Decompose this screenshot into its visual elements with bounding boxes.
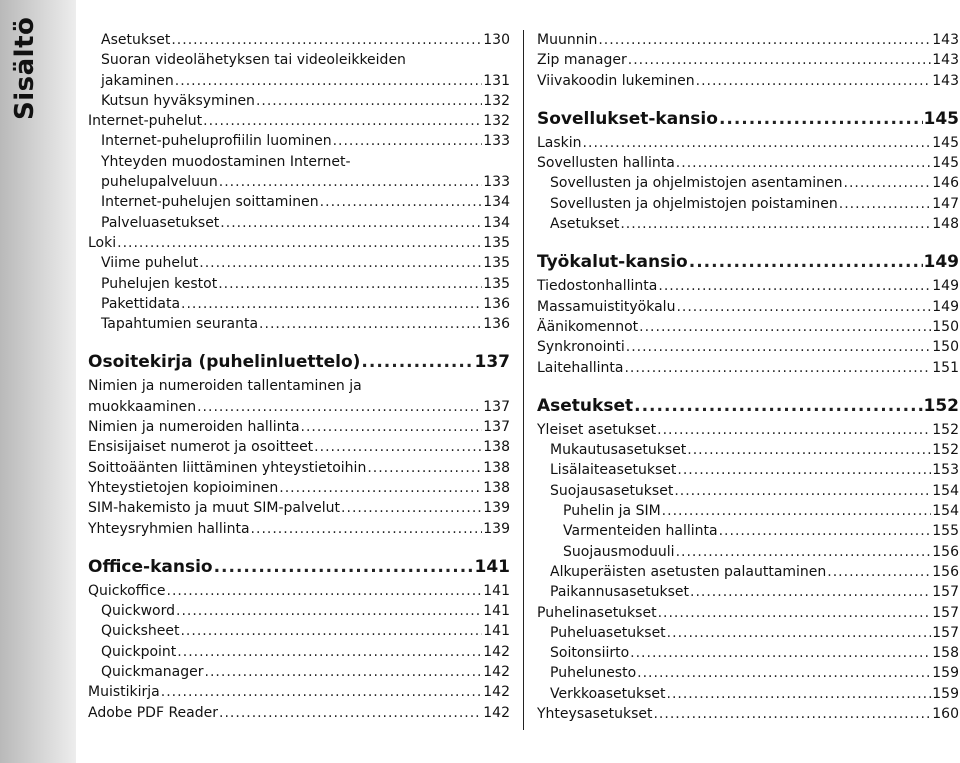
toc-page-number: 152 (932, 421, 959, 438)
toc-entry[interactable] (537, 71, 959, 91)
toc-entry[interactable] (537, 440, 959, 460)
toc-entry-title: Palveluasetukset (101, 214, 220, 231)
toc-entry-title: Yhteystietojen kopioiminen (88, 479, 279, 496)
dot-leader (314, 437, 482, 457)
dot-leader (690, 582, 931, 602)
dot-leader (197, 397, 482, 417)
toc-section-heading[interactable] (537, 394, 959, 418)
toc-entry[interactable] (88, 274, 510, 294)
toc-entry-title: Yhteysasetukset (537, 706, 653, 723)
dot-leader (199, 253, 482, 273)
toc-entry-title: Quickword (101, 603, 175, 620)
toc-entry[interactable] (88, 111, 510, 131)
toc-entry[interactable] (88, 314, 510, 334)
dot-leader (676, 153, 931, 173)
dot-leader (628, 50, 932, 70)
toc-page-number: 141 (483, 623, 510, 640)
toc-entry[interactable] (88, 253, 510, 273)
toc-page-number: 138 (483, 439, 510, 456)
toc-entry[interactable] (88, 213, 510, 233)
toc-page-number: 136 (483, 316, 510, 333)
dot-leader (220, 213, 482, 233)
toc-page-number: 139 (483, 520, 510, 537)
toc-entry-title: Mukautusasetukset (550, 442, 687, 459)
dot-leader (175, 71, 482, 91)
dot-leader (205, 662, 483, 682)
toc-page-number: 143 (932, 52, 959, 69)
dot-leader (687, 440, 931, 460)
toc-section-heading[interactable] (537, 107, 959, 131)
toc-page-number: 143 (932, 72, 959, 89)
toc-entry[interactable] (537, 684, 959, 704)
toc-page-number: 153 (932, 462, 959, 479)
dot-leader (637, 663, 931, 683)
toc-page-number: 135 (483, 275, 510, 292)
toc-page-number: 146 (932, 175, 959, 192)
toc-entry-title: Loki (88, 234, 117, 251)
toc-entry-title: Yleiset asetukset (537, 421, 657, 438)
toc-entry[interactable] (537, 297, 959, 317)
dot-leader (689, 250, 923, 274)
toc-entry-title: Äänikomennot (537, 318, 639, 335)
toc-entry[interactable] (537, 194, 959, 214)
toc-entry[interactable] (537, 317, 959, 337)
toc-page-number: 154 (932, 503, 959, 520)
toc-entry[interactable] (88, 682, 510, 702)
toc-page-number: 130 (483, 32, 510, 48)
toc-entry-title: Sovellukset-kansio (537, 108, 718, 129)
toc-entry[interactable] (88, 233, 510, 253)
toc-entry-title: Adobe PDF Reader (88, 704, 219, 721)
toc-entry-title: Puhelinasetukset (537, 604, 657, 621)
dot-leader (117, 233, 482, 253)
toc-entry-title: Internet-puhelujen soittaminen (101, 194, 319, 211)
toc-page-number: 160 (932, 706, 959, 723)
toc-entry[interactable] (537, 562, 959, 582)
toc-entry-title: Ensisijaiset numerot ja osoitteet (88, 439, 314, 456)
toc-entry[interactable] (537, 663, 959, 683)
toc-page-number: 147 (932, 195, 959, 212)
dot-leader (653, 704, 931, 724)
toc-entry-title: Tapahtumien seuranta (101, 316, 259, 333)
dot-leader (176, 601, 482, 621)
toc-entry[interactable] (88, 91, 510, 111)
toc-entry-title: Soittoäänten liittäminen yhteystietoihin (88, 459, 367, 476)
toc-entry-title: SIM-hakemisto ja muut SIM-palvelut (88, 500, 341, 517)
toc-column-left (88, 30, 510, 723)
toc-page-number: 143 (932, 32, 959, 48)
toc-entry-title: Pakettidata (101, 295, 181, 312)
toc-entry-title: Office-kansio (88, 556, 213, 577)
toc-page-number: 142 (483, 704, 510, 721)
toc-entry-title: Quicksheet (101, 623, 180, 640)
toc-entry[interactable] (88, 519, 510, 539)
toc-page-number: 134 (483, 214, 510, 231)
dot-leader (181, 294, 482, 314)
dot-leader (341, 498, 482, 518)
toc-page-number: 133 (483, 174, 510, 191)
toc-page-number: 158 (932, 645, 959, 662)
dot-leader (667, 623, 932, 643)
toc-entry[interactable] (88, 458, 510, 478)
toc-entry-title: Alkuperäisten asetusten palauttaminen (550, 563, 827, 580)
dot-leader (624, 358, 931, 378)
dot-leader (333, 131, 483, 151)
dot-leader (634, 394, 922, 418)
toc-entry[interactable] (88, 642, 510, 662)
toc-entry-title: Osoitekirja (puhelinluettelo) (88, 352, 361, 373)
toc-entry-title: Quickmanager (101, 664, 204, 681)
toc-entry[interactable] (537, 337, 959, 357)
toc-entry-title: Lisälaiteasetukset (550, 462, 677, 479)
toc-entry-title: Tiedostonhallinta (537, 278, 658, 295)
dot-leader (626, 337, 932, 357)
toc-page-number: 132 (483, 113, 510, 130)
dot-leader (171, 30, 482, 50)
toc-page-number: 145 (932, 134, 959, 151)
toc-entry[interactable] (88, 50, 510, 70)
toc-page-number: 141 (474, 556, 510, 577)
toc-entry[interactable] (88, 601, 510, 621)
toc-entry[interactable] (88, 417, 510, 437)
toc-page-number: 135 (483, 255, 510, 272)
dot-leader (214, 555, 474, 579)
toc-entry[interactable] (537, 133, 959, 153)
dot-leader (639, 317, 931, 337)
toc-section-heading[interactable] (88, 350, 510, 374)
toc-entry[interactable] (537, 30, 959, 50)
toc-entry-title: Quickpoint (101, 643, 177, 660)
toc-page-number: 154 (932, 482, 959, 499)
toc-entry[interactable] (537, 153, 959, 173)
toc-entry-title: Suojausasetukset (550, 482, 674, 499)
toc-entry-title: Massamuistityökalu (537, 298, 676, 315)
toc-entry-title: Muistikirja (88, 684, 160, 701)
toc-entry-title: Soitonsiirto (550, 645, 630, 662)
toc-entry[interactable] (537, 603, 959, 623)
toc-page-number: 134 (483, 194, 510, 211)
toc-page-number: 145 (932, 155, 959, 172)
dot-leader (658, 276, 931, 296)
toc-entry-title: Paikannusasetukset (550, 584, 689, 601)
toc-page-number: 133 (483, 133, 510, 150)
dot-leader (279, 478, 482, 498)
dot-leader (361, 350, 473, 374)
toc-entry[interactable] (88, 621, 510, 641)
toc-entry[interactable] (88, 294, 510, 314)
toc-entry-title: Laskin (537, 134, 582, 151)
toc-page-number: 155 (932, 523, 959, 540)
toc-page-number: 157 (932, 604, 959, 621)
toc-entry-title: Yhteysryhmien hallinta (88, 520, 250, 537)
toc-entry[interactable] (88, 662, 510, 682)
dot-leader (219, 172, 482, 192)
toc-entry-title: Asetukset (101, 32, 171, 48)
toc-entry[interactable] (88, 131, 510, 151)
dot-leader (167, 581, 483, 601)
dot-leader (259, 314, 482, 334)
toc-page-number: 138 (483, 479, 510, 496)
toc-page-number: 145 (923, 108, 959, 129)
toc-page-number: 139 (483, 500, 510, 517)
toc-entry-title: muokkaaminen (88, 398, 197, 415)
dot-leader (620, 214, 931, 234)
toc-entry[interactable] (537, 50, 959, 70)
dot-leader (583, 133, 932, 153)
toc-entry-title: Asetukset (537, 395, 634, 416)
dot-leader (719, 521, 932, 541)
dot-leader (667, 684, 932, 704)
toc-entry-title: jakaminen (101, 72, 174, 89)
toc-entry-title: Sovellusten hallinta (537, 155, 675, 172)
toc-entry-title: Yhteyden muodostaminen Internet- (101, 153, 351, 170)
toc-entry[interactable] (537, 623, 959, 643)
toc-entry-title: Synkronointi (537, 339, 625, 356)
toc-entry-title: Suoran videolähetyksen tai videoleikkeiden (101, 52, 406, 69)
toc-page-number: 156 (932, 563, 959, 580)
toc-entry-title: puhelupalveluun (101, 174, 218, 191)
toc-entry-title: Puhelujen kestot (101, 275, 218, 292)
toc-page-number: 149 (923, 252, 959, 273)
toc-entry-title: Varmenteiden hallinta (563, 523, 718, 540)
toc-entry-title: Sovellusten ja ohjelmistojen poistaminen (550, 195, 838, 212)
toc-entry-title: Kutsun hyväksyminen (101, 92, 255, 109)
toc-entry-title: Internet-puhelut (88, 113, 203, 130)
toc-entry[interactable] (537, 643, 959, 663)
toc-page-number: 156 (932, 543, 959, 560)
toc-page-number: 131 (483, 72, 510, 89)
dot-leader (180, 621, 482, 641)
column-divider (523, 30, 524, 730)
toc-entry[interactable] (537, 582, 959, 602)
dot-leader (219, 703, 482, 723)
dot-leader (256, 91, 482, 111)
toc-entry-title: Nimien ja numeroiden tallentaminen ja (88, 378, 362, 395)
toc-entry-title: Verkkoasetukset (550, 685, 666, 702)
toc-entry[interactable] (88, 703, 510, 723)
toc-entry[interactable] (88, 192, 510, 212)
toc-entry[interactable] (537, 420, 959, 440)
dot-leader (657, 420, 931, 440)
dot-leader (827, 562, 931, 582)
dot-leader (161, 682, 483, 702)
dot-leader (677, 460, 931, 480)
dot-leader (844, 173, 932, 193)
toc-column-right (537, 30, 959, 724)
toc-page-number: 152 (923, 395, 959, 416)
sidebar (0, 0, 76, 763)
toc-entry-title: Quickoffice (88, 582, 166, 599)
dot-leader (630, 643, 931, 663)
toc-entry-title: Muunnin (537, 32, 598, 48)
toc-page-number: 135 (483, 234, 510, 251)
dot-leader (676, 542, 932, 562)
toc-entry[interactable] (537, 704, 959, 724)
toc-entry-title: Sovellusten ja ohjelmistojen asentaminen (550, 175, 843, 192)
toc-section-heading[interactable] (537, 250, 959, 274)
toc-page-number: 137 (474, 352, 510, 373)
toc-page-number: 148 (932, 216, 959, 233)
toc-entry[interactable] (88, 172, 510, 192)
toc-entry-title: Viivakoodin lukeminen (537, 72, 695, 89)
toc-entry-title: Zip manager (537, 52, 627, 69)
toc-entry[interactable] (537, 542, 959, 562)
toc-page-number: 149 (932, 298, 959, 315)
toc-entry[interactable] (88, 376, 510, 396)
toc-entry[interactable] (88, 152, 510, 172)
dot-leader (658, 603, 932, 623)
section-title: Sisältö (10, 16, 40, 120)
toc-page-number: 142 (483, 643, 510, 660)
toc-page-number: 150 (932, 318, 959, 335)
dot-leader (662, 501, 932, 521)
toc-page-number: 149 (932, 278, 959, 295)
toc-page-number: 151 (932, 359, 959, 376)
dot-leader (839, 194, 932, 214)
toc-page-number: 157 (932, 584, 959, 601)
toc-page-number: 141 (483, 582, 510, 599)
dot-leader (696, 71, 932, 91)
toc-page-number: 138 (483, 459, 510, 476)
dot-leader (251, 519, 483, 539)
toc-page-number: 137 (483, 419, 510, 436)
toc-entry[interactable] (537, 501, 959, 521)
toc-entry-title: Nimien ja numeroiden hallinta (88, 419, 300, 436)
dot-leader (203, 111, 482, 131)
toc-entry-title: Työkalut-kansio (537, 252, 688, 273)
dot-leader (676, 297, 931, 317)
toc-page-number: 136 (483, 295, 510, 312)
dot-leader (598, 30, 931, 50)
toc-entry-title: Asetukset (550, 216, 620, 233)
toc-page-number: 132 (483, 92, 510, 109)
toc-page-number: 141 (483, 603, 510, 620)
toc-entry[interactable] (88, 71, 510, 91)
toc-entry[interactable] (537, 358, 959, 378)
toc-entry-title: Viime puhelut (101, 255, 199, 272)
dot-leader (218, 274, 482, 294)
toc-entry-title: Laitehallinta (537, 359, 624, 376)
toc-entry-title: Puhelin ja SIM (563, 503, 661, 520)
dot-leader (177, 642, 482, 662)
toc-page-number: 142 (483, 684, 510, 701)
toc-page-number: 159 (932, 685, 959, 702)
toc-page-number: 157 (932, 624, 959, 641)
toc-entry[interactable] (537, 173, 959, 193)
toc-entry-title: Suojausmoduuli (563, 543, 675, 560)
toc-page-number: 137 (483, 398, 510, 415)
toc-entry[interactable] (537, 214, 959, 234)
dot-leader (719, 107, 923, 131)
toc-entry[interactable] (88, 581, 510, 601)
toc-entry[interactable] (537, 521, 959, 541)
toc-page-number: 150 (932, 339, 959, 356)
toc-section-heading[interactable] (88, 555, 510, 579)
toc-entry[interactable] (88, 397, 510, 417)
toc-entry-title: Internet-puheluprofiilin luominen (101, 133, 332, 150)
toc-entry[interactable] (537, 481, 959, 501)
toc-entry-title: Puheluasetukset (550, 624, 666, 641)
dot-leader (674, 481, 931, 501)
dot-leader (301, 417, 483, 437)
toc-entry[interactable] (88, 437, 510, 457)
toc-page-number: 142 (483, 664, 510, 681)
dot-leader (320, 192, 483, 212)
toc-entry-title: Puhelunesto (550, 665, 637, 682)
toc-entry[interactable] (88, 30, 510, 50)
toc-entry[interactable] (88, 498, 510, 518)
toc-entry[interactable] (88, 478, 510, 498)
dot-leader (367, 458, 482, 478)
toc-page-number: 159 (932, 665, 959, 682)
toc-page-number: 152 (932, 442, 959, 459)
toc-entry[interactable] (537, 460, 959, 480)
toc-entry[interactable] (537, 276, 959, 296)
